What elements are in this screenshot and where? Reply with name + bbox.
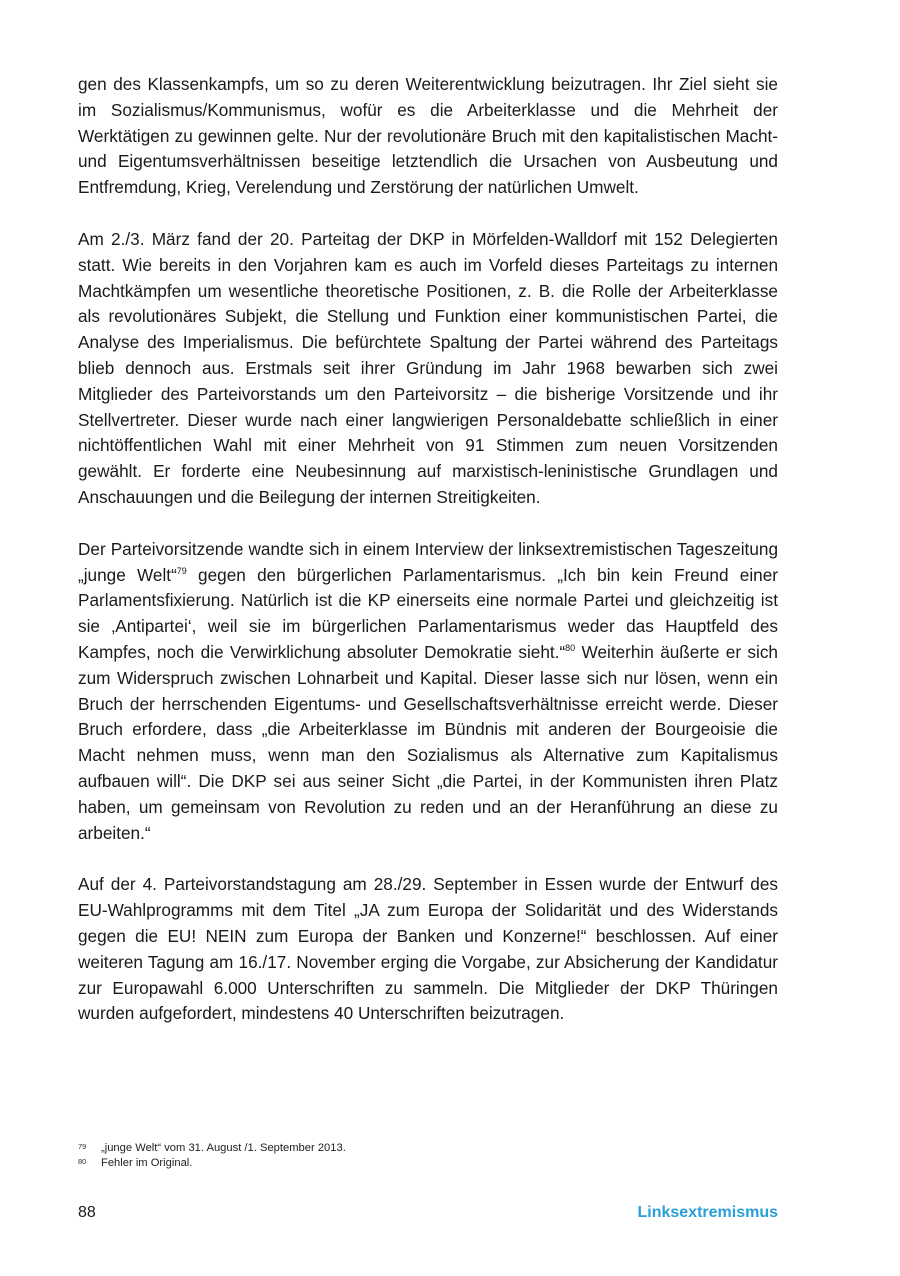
paragraph-3: [78, 537, 778, 847]
paragraph-1: gen des Klassenkampfs, um so zu deren Weiterentwicklung beizutragen. Ihr Ziel sieht sie im Sozialismus/Kommunismus, wofür es die Arbeiterklasse und die Mehrheit der Werktätigen zu gewinnen gelte. Nur der revolutionäre Bruch mit den kapitalistischen Macht- und Eigentumsverhältnissen beseitige letztendlich die Ursachen von Ausbeutung und Entfremdung, Krieg, Verelendung und Zerstörung der natürlichen Umwelt.: [78, 74, 778, 198]
footnote-80: [78, 1156, 778, 1171]
paragraph-4: Auf der 4. Parteivorstandstagung am 28./29. September in Essen wurde der Entwurf des EU-Wahlprogramms mit dem Titel „JA zum Europa der Solidarität und des Widerstands gegen die EU! NEIN zum Europa der Banken und Konzerne!“ beschlossen. Auf einer weiteren Tagung am 16./17. November erging die Vorgabe, zur Absicherung der Kandidatur zur Europawahl 6.000 Unterschriften zu sammeln. Die Mitglieder der DKP Thüringen wurden aufgefordert, mindestens 40 Unterschriften beizutragen.: [78, 874, 778, 1024]
footnote-ref-80[interactable]: 80: [565, 642, 576, 653]
footnote-text: Fehler im Original.: [101, 1157, 193, 1169]
footnote-number: 79: [78, 1142, 87, 1151]
section-title: Linksextremismus: [637, 1204, 778, 1221]
footnote-ref-79[interactable]: 79: [176, 565, 187, 576]
document-body: [78, 72, 778, 1053]
paragraph-3-part-c: Weiterhin äußerte er sich zum Widerspruch zwischen Lohnarbeit und Kapital. Dieser lasse sich nur lösen, wenn ein Bruch der herrschenden Eigentums- und Gesellschaftsverhältnisse erreicht werde. Dieser Bruch erfordere, dass „die Arbeiterklasse im Bündnis mit anderen der Bourgeoisie die Macht nehmen muss, wenn man den Sozialismus als Alternative zum Kapitalismus aufbauen will“. Die DKP sei aus seiner Sicht „die Partei, in der Kommunisten ihren Platz haben, um gemeinsam von Revolution zu reden und an der Heranführung an diese zu arbeiten.“: [78, 641, 778, 843]
paragraph-2: Am 2./3. März fand der 20. Parteitag der DKP in Mörfelden-Walldorf mit 152 Delegierten statt. Wie bereits in den Vorjahren kam es auch im Vorfeld dieses Parteitags zu internen Machtkämpfen um wesentliche theoretische Positionen, z. B. die Rolle der Arbeiterklasse als revolutionäres Subjekt, die Stellung und Funktion einer kommunistischen Partei, die Analyse des Imperialismus. Die befürchtete Spaltung der Partei während des Parteitags blieb dennoch aus. Erstmals seit ihrer Gründung im Jahr 1968 bewarben sich zwei Mitglieder des Parteivorstands um den Parteivorsitz – die bisherige Vorsitzende und ihr Stellvertreter. Dieser wurde nach einer langwierigen Personaldebatte schließlich in einer nichtöffentlichen Wahl mit einer Mehrheit von 91 Stimmen zum neuen Vorsitzenden gewählt. Er forderte eine Neubesinnung auf marxistisch-leninistische Grundlagen und Anschauungen und die Beilegung der internen Streitigkeiten.: [78, 228, 778, 507]
footnote-text: „junge Welt“ vom 31. August /1. September 2013.: [101, 1142, 346, 1154]
footnote-79: [78, 1141, 778, 1156]
footnote-number: 80: [78, 1157, 87, 1166]
footnotes: [78, 1141, 778, 1171]
page-number: 88: [78, 1204, 96, 1221]
paragraph-3-part-b: gegen den bürgerlichen Parlamentarismus. „Ich bin kein Freund einer Parlamentsfixierung. Natürlich ist die KP einerseits eine normale Partei und gleichzeitig ist sie ‚Antipartei‘, weil sie im bürgerlichen Parlamentarismus weder das Hauptfeld des Kampfes, noch die Verwirklichung absoluter Demokratie sieht.“: [78, 564, 778, 662]
paragraph-3-part-a: Der Parteivorsitzende wandte sich in einem Interview der linksextremistischen Tageszeitung „junge Welt“: [78, 538, 778, 585]
